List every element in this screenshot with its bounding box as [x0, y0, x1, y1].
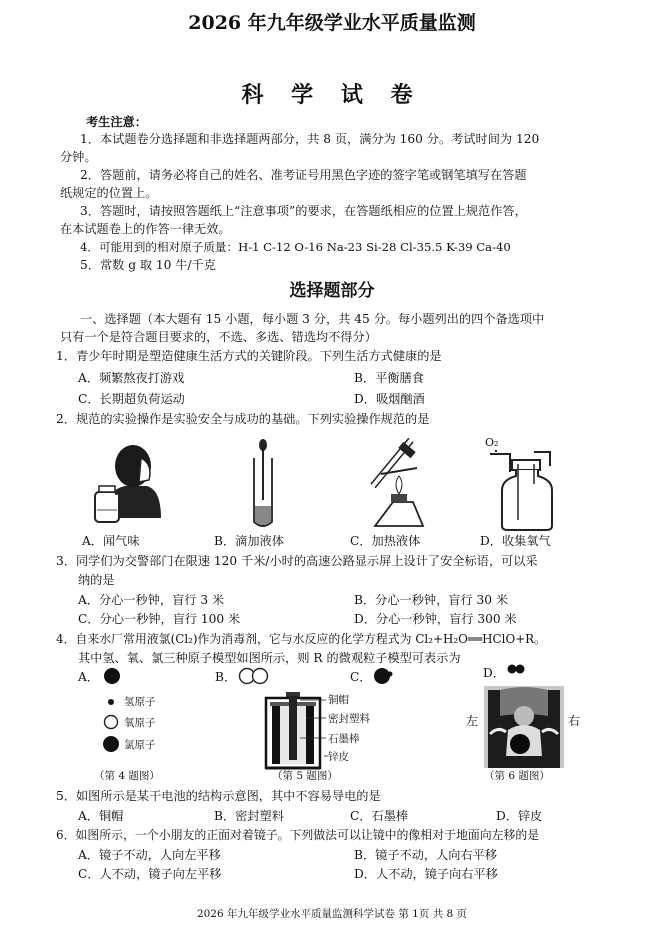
q4-option-d-model [507, 664, 527, 676]
q3-option-b: B．分心一秒钟，盲行 30 米 [354, 593, 509, 607]
q6-stem: 6．如图所示，一个小朋友的正面对着镜子。下列做法可以让镜中的像相对于地面向左移的是 [56, 828, 540, 842]
paper-subject-title: 科 学 试 卷 [241, 82, 423, 108]
q4-option-b-model [238, 666, 270, 686]
notice-line-3a: 3．答题时，请按照答题纸上“注意事项”的要求，在答题纸相应的位置上规范作答， [80, 204, 527, 218]
q4-option-c-model [372, 666, 396, 686]
q4-option-d-label: D． [483, 666, 505, 680]
q1-option-b: B．平衡膳食 [354, 371, 424, 385]
q1-stem: 1．青少年时期是塑造健康生活方式的关键阶段。下列生活方式健康的是 [56, 349, 442, 363]
label-sealing-plastic: 密封塑料 [328, 713, 370, 725]
q6-option-b: B．镜子不动，人向右平移 [354, 848, 498, 862]
q3-stem-line-1: 3．同学们为交警部门在限速 120 千米/小时的高速公路显示屏上设计了安全标语，可以采 [56, 554, 538, 568]
heating-liquid-figure [355, 438, 445, 530]
q4-option-a-label: A． [78, 670, 99, 684]
exam-title: 2026 年九年级学业水平质量监测 [188, 12, 476, 34]
intro-line-2: 只有一个是符合题目要求的，不选、多选、错选均不得分） [60, 330, 377, 344]
fig6-caption: （第 6 题图） [484, 770, 550, 782]
legend-chlorine: 氯原子 [124, 739, 156, 751]
fig5-caption: （第 5 题图） [272, 770, 338, 782]
q2-option-a: A．闻气味 [82, 534, 140, 548]
notice-line-5: 5．常数 g 取 10 牛/千克 [80, 258, 216, 272]
notice-line-1a: 1．本试题卷分选择题和非选择题两部分，共 8 页，满分为 160 分。考试时间为 120 [80, 132, 540, 146]
q3-option-d: D．分心一秒钟，盲行 300 米 [354, 612, 517, 626]
q2-option-d: D．收集氧气 [480, 534, 551, 548]
q2-stem: 2．规范的实验操作是实验安全与成功的基础。下列实验操作规范的是 [56, 412, 430, 426]
notice-line-1b: 分钟。 [60, 150, 97, 164]
label-copper-cap: 铜帽 [328, 694, 349, 706]
q4-stem-line-2: 其中氢、氧、氯三种原子模型如图所示，则 R 的微观粒子模型可表示为 [78, 651, 461, 665]
legend-oxygen: 氧原子 [124, 717, 156, 729]
label-right: 右 [568, 714, 581, 728]
intro-line-1: 一、选择题（本大题有 15 小题，每小题 3 分，共 45 分。每小题列出的四个备选项中 [80, 312, 545, 326]
notice-line-2a: 2．答题前，请务必将自己的姓名、准考证号用黑色字迹的签字笔或钢笔填写在答题 [80, 168, 527, 182]
page-footer: 2026 年九年级学业水平质量监测科学试卷 第 1页 共 8 页 [196, 908, 468, 920]
q3-stem-line-2: 纳的是 [78, 573, 115, 587]
notice-line-2b: 纸规定的位置上。 [60, 186, 158, 200]
label-zinc-shell: 锌皮 [328, 751, 349, 763]
o2-label: O₂ [485, 436, 499, 449]
label-left: 左 [466, 714, 479, 728]
notice-heading: 考生注意： [86, 115, 147, 129]
q1-option-a: A．频繁熬夜打游戏 [78, 371, 185, 385]
battery-label-lines [300, 694, 330, 766]
gas-collecting-bottle-figure [490, 450, 570, 532]
q4-option-b-label: B． [215, 670, 237, 684]
mirror-child-figure [484, 686, 564, 768]
q2-option-c: C．加热液体 [350, 534, 421, 548]
q4-stem-line-1: 4．自来水厂常用液氯(Cl₂)作为消毒剂，它与水反应的化学方程式为 Cl₂+H₂O══HClO+R。 [56, 632, 546, 646]
q6-option-d: D．人不动，镜子向右平移 [354, 867, 498, 881]
legend-hydrogen: 氢原子 [124, 696, 156, 708]
q6-option-a: A．镜子不动，人向左平移 [78, 848, 221, 862]
dropper-test-tube-figure [248, 438, 284, 530]
q5-option-c: C．石墨棒 [350, 809, 409, 823]
q1-option-d: D．吸烟酗酒 [354, 392, 425, 406]
smelling-figure [95, 438, 175, 528]
q5-stem: 5．如图所示是某干电池的结构示意图，其中不容易导电的是 [56, 789, 381, 803]
q1-option-c: C．长期超负荷运动 [78, 392, 185, 406]
q3-option-a: A．分心一秒钟，盲行 3 米 [78, 593, 225, 607]
q2-option-b: B．滴加液体 [214, 534, 284, 548]
section-title: 选择题部分 [289, 281, 375, 301]
q6-option-c: C．人不动，镜子向左平移 [78, 867, 222, 881]
q4-option-a-model [102, 666, 122, 686]
q3-option-c: C．分心一秒钟，盲行 100 米 [78, 612, 241, 626]
q5-option-d: D．锌皮 [496, 809, 543, 823]
q4-option-c-label: C． [350, 670, 372, 684]
atom-legend-icons [103, 696, 123, 756]
label-graphite-rod: 石墨棒 [328, 733, 360, 745]
q5-option-a: A．铜帽 [78, 809, 124, 823]
notice-line-4: 4．可能用到的相对原子质量：H-1 C-12 O-16 Na-23 Si-28 Cl-35.5 K-39 Ca-40 [80, 240, 511, 254]
q5-option-b: B．密封塑料 [214, 809, 284, 823]
notice-line-3b: 在本试题卷上的作答一律无效。 [60, 222, 231, 236]
fig4-caption: （第 4 题图） [94, 770, 160, 782]
